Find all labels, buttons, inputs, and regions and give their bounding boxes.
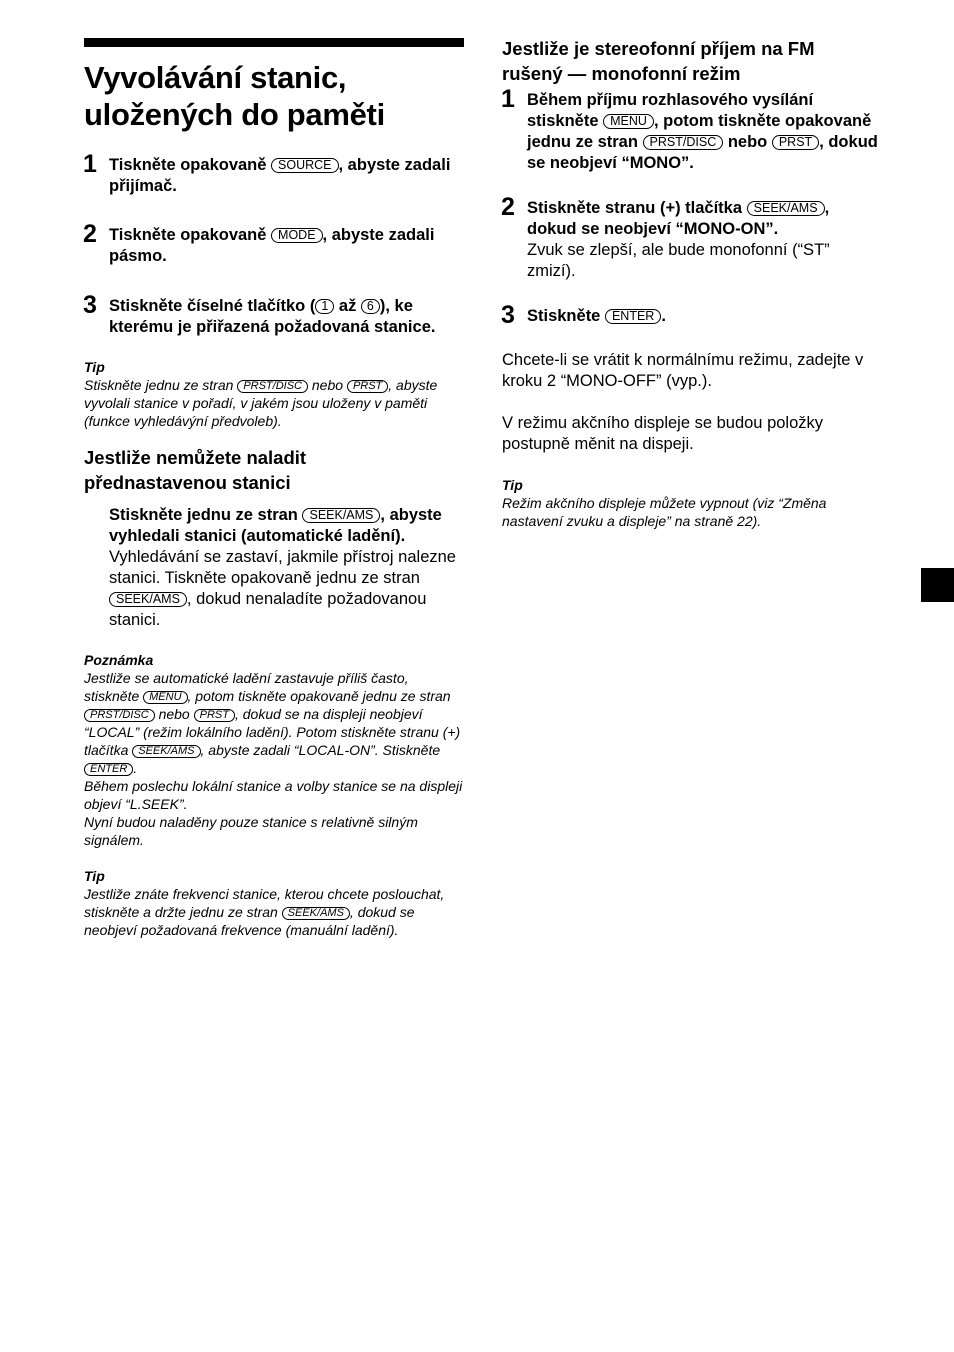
- prst-button-label: PRST: [772, 135, 819, 150]
- seek-step-description: Vyhledávání se zastaví, jakmile přístroj nalezne stanici. Tiskněte opakovaně jednu ze stran SEEK/AMS , dokud nenaladíte požadovanou stanici.: [109, 548, 456, 629]
- tip-right: [502, 476, 882, 530]
- tip-text: Režim akčního displeje můžete vypnout (viz “Změna nastavení zvuku a displeje” na straně 22).: [502, 495, 827, 529]
- right-column: [502, 36, 882, 530]
- step-1: 1 Tiskněte opakovaně SOURCE , abyste zadali přijímač.: [83, 150, 451, 195]
- note-title: Poznámka: [84, 652, 154, 668]
- preset-6-button-label: 6: [361, 299, 380, 314]
- tip-1: [84, 358, 464, 430]
- title-rule: [84, 38, 464, 47]
- tip-title: Tip: [84, 359, 105, 375]
- step-number: 2: [501, 193, 515, 221]
- source-button-label: SOURCE: [271, 158, 338, 173]
- step-2: 2 Tiskněte opakovaně MODE , abyste zadali pásmo.: [83, 220, 435, 265]
- left-column: [84, 38, 464, 939]
- section-heading-manual: Jestliže nemůžete naladit přednastavenou stanici: [84, 447, 307, 493]
- seek-step: Stiskněte jednu ze stran SEEK/AMS , abyste vyhledali stanici (automatické ladění). Vyhledávání se zastaví, jakmile přístroj nalezne stanici. Tiskněte opakovaně jednu ze stran SEEK/AMS , dokud nenaladíte požadovanou stanici.: [84, 505, 464, 631]
- paragraph-return-normal: Chcete-li se vrátit k normálnímu režimu, zadejte v kroku 2 “MONO-OFF” (vyp.).: [502, 351, 864, 390]
- seek-ams-button-label: SEEK/AMS: [109, 592, 187, 607]
- section-heading-mono: Jestliže je stereofonní příjem na FM rušený — monofonní režim: [502, 38, 815, 84]
- step-number: 3: [83, 291, 97, 319]
- step-number: 3: [501, 301, 515, 329]
- tip-title: Tip: [502, 477, 523, 493]
- menu-button-label: MENU: [603, 114, 654, 129]
- page-title-line2: uložených do paměti: [84, 97, 385, 132]
- mono-step-2: 2 Stiskněte stranu (+) tlačítka SEEK/AMS , dokud se neobjeví “MONO-ON”. Zvuk se zlepší, ale bude monofonní (“ST” zmizí).: [502, 198, 882, 282]
- step-number: 1: [83, 150, 97, 178]
- mono-step-3: 3 Stiskněte ENTER .: [501, 301, 666, 329]
- menu-button-label: MENU: [143, 691, 187, 704]
- prst-button-label: PRST: [194, 709, 235, 722]
- seek-ams-button-label: SEEK/AMS: [282, 907, 350, 920]
- prst-button-label: PRST: [347, 380, 388, 393]
- enter-button-label: ENTER: [605, 309, 661, 324]
- page-title: [84, 59, 464, 133]
- step-number: 1: [501, 85, 515, 113]
- mode-button-label: MODE: [271, 228, 323, 243]
- tip-title: Tip: [84, 868, 105, 884]
- note-text: Jestliže se automatické ladění zastavuje příliš často, stiskněte MENU , potom tiskněte opakovaně jednu ze stran PRST/DISC nebo PRST , dokud se na displeji neobjeví “LOCAL” (režim lokálního ladění). Potom stiskněte stranu (+) tlačítka SEEK/AMS , abyste zadali “LOCAL-ON”. Stiskněte ENTER . Během poslechu lokální stanice a volby stanice se na displeji objeví “L.SEEK”. Nyní budou naladěny pouze stanice s relativně silným signálem.: [84, 670, 463, 848]
- seek-ams-button-label: SEEK/AMS: [132, 745, 200, 758]
- preset-1-button-label: 1: [315, 299, 334, 314]
- prst-disc-button-label: PRST/DISC: [84, 709, 155, 722]
- seek-ams-button-label: SEEK/AMS: [747, 201, 825, 216]
- step-3: 3 Stiskněte číselné tlačítko ( 1 až 6 ), ke kterému je přiřazená požadovaná stanice.: [83, 291, 436, 336]
- enter-button-label: ENTER: [84, 763, 133, 776]
- seek-ams-button-label: SEEK/AMS: [302, 508, 380, 523]
- prst-disc-button-label: PRST/DISC: [643, 135, 724, 150]
- tip-text: Stiskněte jednu ze stran PRST/DISC nebo PRST , abyste vyvolali stanice v pořadí, v jakém jsou uloženy v paměti (funkce vyhledávýní předvoleb).: [84, 377, 438, 429]
- mono-step-1: 1 Během příjmu rozhlasového vysílání stiskněte MENU , potom tiskněte opakovaně jednu ze stran PRST/DISC nebo PRST , dokud se neobjeví “MONO”.: [501, 85, 878, 172]
- prst-disc-button-label: PRST/DISC: [237, 380, 308, 393]
- page-title-line1: Vyvolávání stanic,: [84, 60, 347, 95]
- paragraph-action-display: V režimu akčního displeje se budou položky postupně měnit na dispeji.: [502, 414, 824, 453]
- tip-2: [84, 867, 464, 939]
- section-edge-tab: [921, 568, 954, 602]
- mono-step-2-description: Zvuk se zlepší, ale bude monofonní (“ST” zmizí).: [527, 241, 830, 280]
- note: [84, 651, 464, 849]
- step-number: 2: [83, 220, 97, 248]
- tip-text: Jestliže znáte frekvenci stanice, kterou chcete poslouchat, stiskněte a držte jednu ze stran SEEK/AMS , dokud se neobjeví požadovaná frekvence (manuální ladění).: [84, 886, 445, 938]
